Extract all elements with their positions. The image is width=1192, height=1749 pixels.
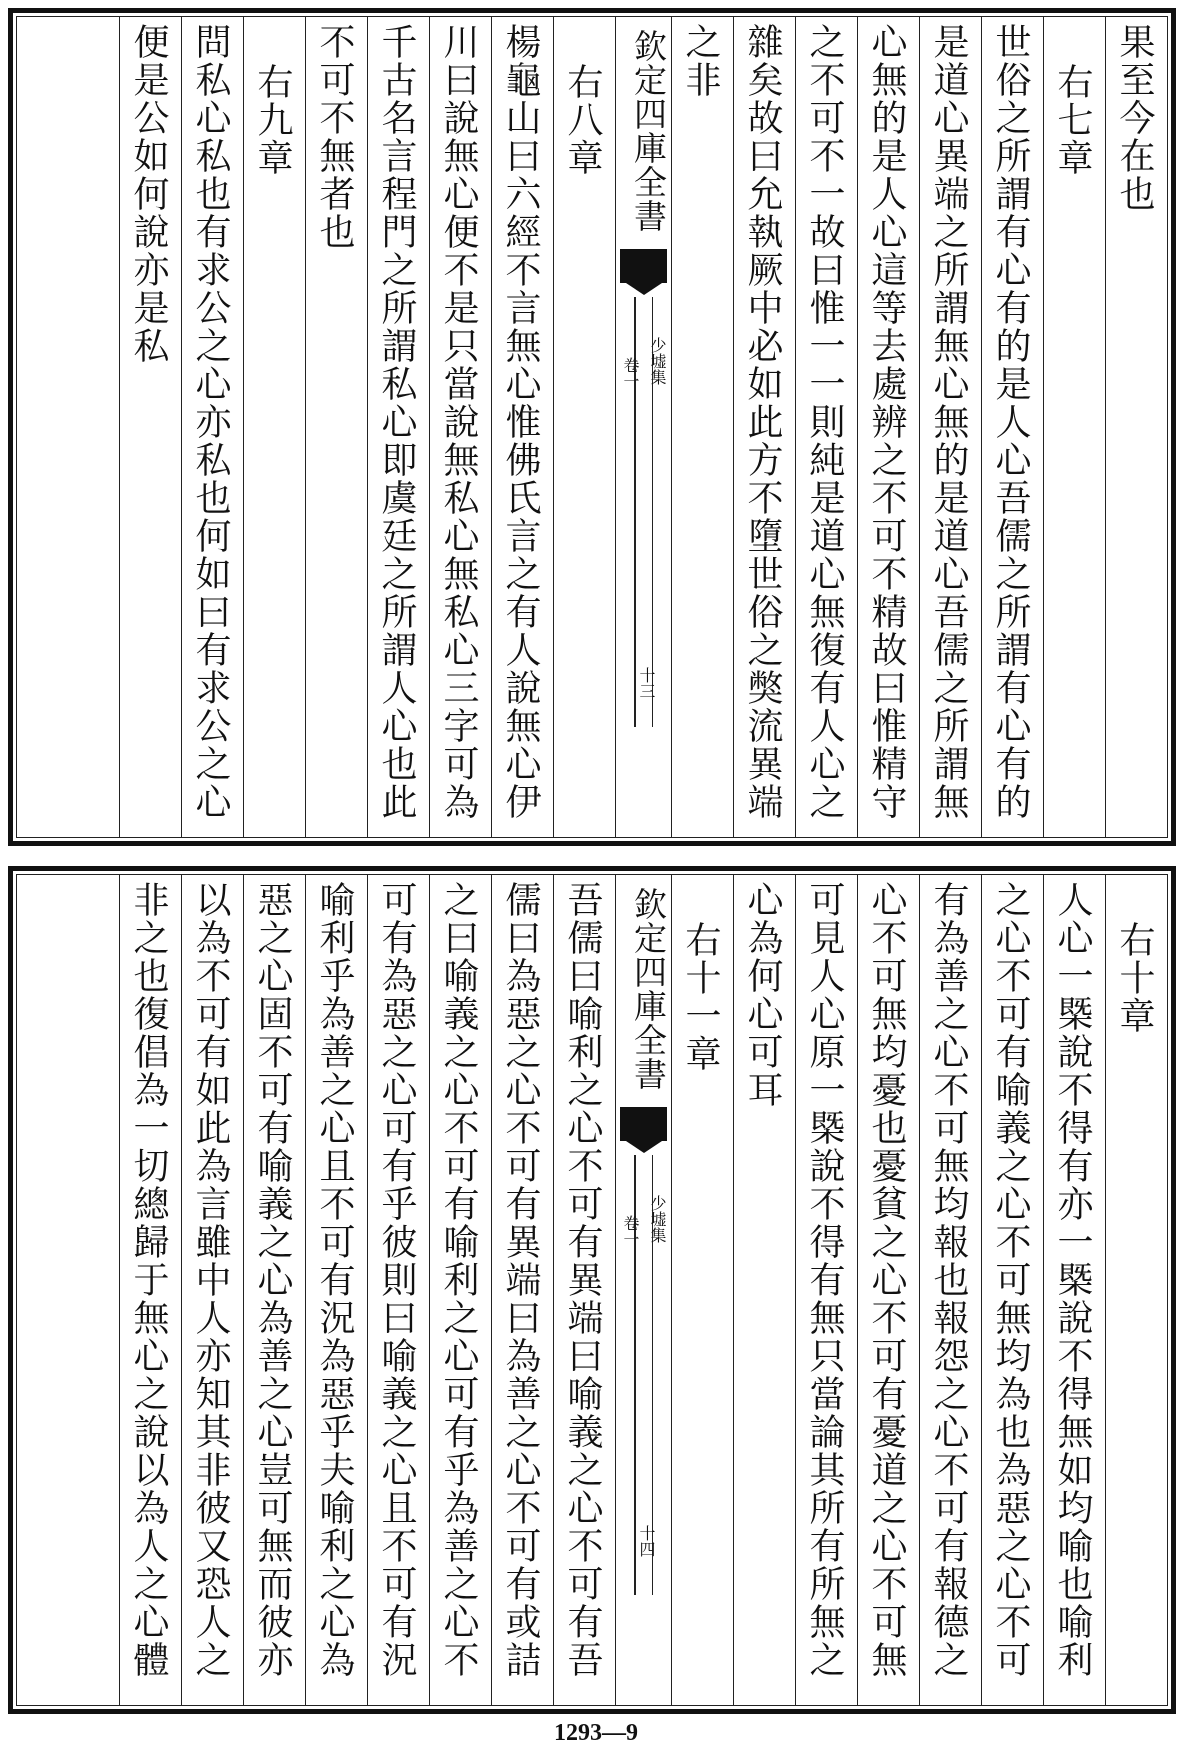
text-column xyxy=(671,875,733,1705)
spine-title: 欽定四庫全書 xyxy=(629,887,668,1091)
fold-spine xyxy=(615,17,671,837)
text-column xyxy=(981,17,1043,837)
column-text: 楊龜山曰六經不言無心惟佛氏言之有人說無心伊 xyxy=(500,23,541,821)
fishtail-mark-icon xyxy=(620,249,667,283)
text-column xyxy=(1105,875,1167,1705)
text-column xyxy=(919,875,981,1705)
column-text: 可有為惡之心可有乎彼則曰喻義之心且不可有況 xyxy=(376,881,417,1679)
text-column xyxy=(1043,17,1105,837)
text-column xyxy=(367,875,429,1705)
column-text: 千古名言程門之所謂私心即虞廷之所謂人心也此 xyxy=(376,23,417,821)
top-page-frame xyxy=(16,16,1168,838)
fold-spine xyxy=(615,875,671,1705)
fishtail-mark-icon xyxy=(620,1107,667,1141)
text-column xyxy=(119,17,181,837)
text-column xyxy=(305,875,367,1705)
bottom-page-columns xyxy=(17,875,1167,1705)
spine-title: 欽定四庫全書 xyxy=(629,29,668,233)
column-text: 之心不可有喻義之心不可無均為也為惡之心不可 xyxy=(990,881,1031,1679)
text-column xyxy=(733,875,795,1705)
spine-book-title: 少墟集 xyxy=(648,337,667,385)
text-column xyxy=(671,17,733,837)
column-text: 雜矣故曰允執厥中必如此方不墮世俗之獘流異端 xyxy=(742,23,783,821)
text-column xyxy=(553,17,615,837)
text-column xyxy=(857,875,919,1705)
column-text: 是道心異端之所謂無心無的是道心吾儒之所謂無 xyxy=(928,23,969,821)
text-column xyxy=(367,17,429,837)
text-column xyxy=(981,875,1043,1705)
text-column xyxy=(181,875,243,1705)
text-column xyxy=(553,875,615,1705)
column-text: 心不可無均憂也憂貧之心不可有憂道之心不可無 xyxy=(866,881,907,1679)
text-column xyxy=(1043,875,1105,1705)
text-column xyxy=(181,17,243,837)
column-text: 右十章 xyxy=(1114,921,1155,1035)
bottom-page xyxy=(8,866,1176,1714)
column-text: 心為何心可耳 xyxy=(742,881,783,1109)
column-text: 川曰說無心便不是只當說無私心無私心三字可為 xyxy=(438,23,479,821)
text-column xyxy=(429,875,491,1705)
column-text: 心無的是人心這等去處辨之不可不精故曰惟精守 xyxy=(866,23,907,821)
text-column xyxy=(429,17,491,837)
spine-book-title: 少墟集 xyxy=(648,1195,667,1243)
column-text: 之曰喻義之心不可有喻利之心可有乎為善之心不 xyxy=(438,881,479,1679)
column-text: 儒曰為惡之心不可有異端曰為善之心不可有或詰 xyxy=(500,881,541,1679)
column-text: 右九章 xyxy=(252,63,293,177)
spine-volume: 卷一 xyxy=(621,1215,640,1247)
column-text: 右七章 xyxy=(1052,63,1093,177)
top-page xyxy=(8,8,1176,846)
column-text: 世俗之所謂有心有的是人心吾儒之所謂有心有的 xyxy=(990,23,1031,821)
spine-volume: 卷一 xyxy=(621,357,640,389)
column-text: 惡之心固不可有喻義之心為善之心豈可無而彼亦 xyxy=(252,881,293,1679)
page-number: 1293—9 xyxy=(554,1720,638,1746)
column-text: 便是公如何說亦是私 xyxy=(128,23,169,365)
spine-leaf-number: 十三 xyxy=(637,667,656,699)
top-page-columns xyxy=(17,17,1167,837)
text-column xyxy=(857,17,919,837)
column-text: 果至今在也 xyxy=(1114,23,1155,213)
column-text: 右十一章 xyxy=(680,921,721,1073)
text-column xyxy=(491,875,553,1705)
column-text: 人心一槩說不得有亦一槩說不得無如均喻也喻利 xyxy=(1052,881,1093,1679)
column-text: 以為不可有如此為言雖中人亦知其非彼又恐人之 xyxy=(190,881,231,1679)
spine-leaf-number: 十四 xyxy=(637,1525,656,1557)
column-text: 右八章 xyxy=(562,63,603,177)
text-column xyxy=(305,17,367,837)
column-text: 之不可不一故曰惟一一則純是道心無復有人心之 xyxy=(804,23,845,821)
bottom-page-frame xyxy=(16,874,1168,1706)
column-text: 之非 xyxy=(680,23,721,99)
text-column xyxy=(795,875,857,1705)
text-column xyxy=(491,17,553,837)
text-column xyxy=(795,17,857,837)
column-text: 問私心私也有求公之心亦私也何如曰有求公之心 xyxy=(190,23,231,821)
column-text: 喻利乎為善之心且不可有況為惡乎夫喻利之心為 xyxy=(314,881,355,1679)
column-text: 吾儒曰喻利之心不可有異端曰喻義之心不可有吾 xyxy=(562,881,603,1679)
text-column xyxy=(1105,17,1167,837)
text-column xyxy=(733,17,795,837)
column-text: 不可不無者也 xyxy=(314,23,355,251)
text-column xyxy=(119,875,181,1705)
text-column xyxy=(919,17,981,837)
text-column xyxy=(243,17,305,837)
column-text: 非之也復倡為一切總歸于無心之說以為人之心體 xyxy=(128,881,169,1679)
text-column xyxy=(243,875,305,1705)
column-text: 有為善之心不可無均報也報怨之心不可有報德之 xyxy=(928,881,969,1679)
column-text: 可見人心原一槩說不得有無只當論其所有所無之 xyxy=(804,881,845,1679)
